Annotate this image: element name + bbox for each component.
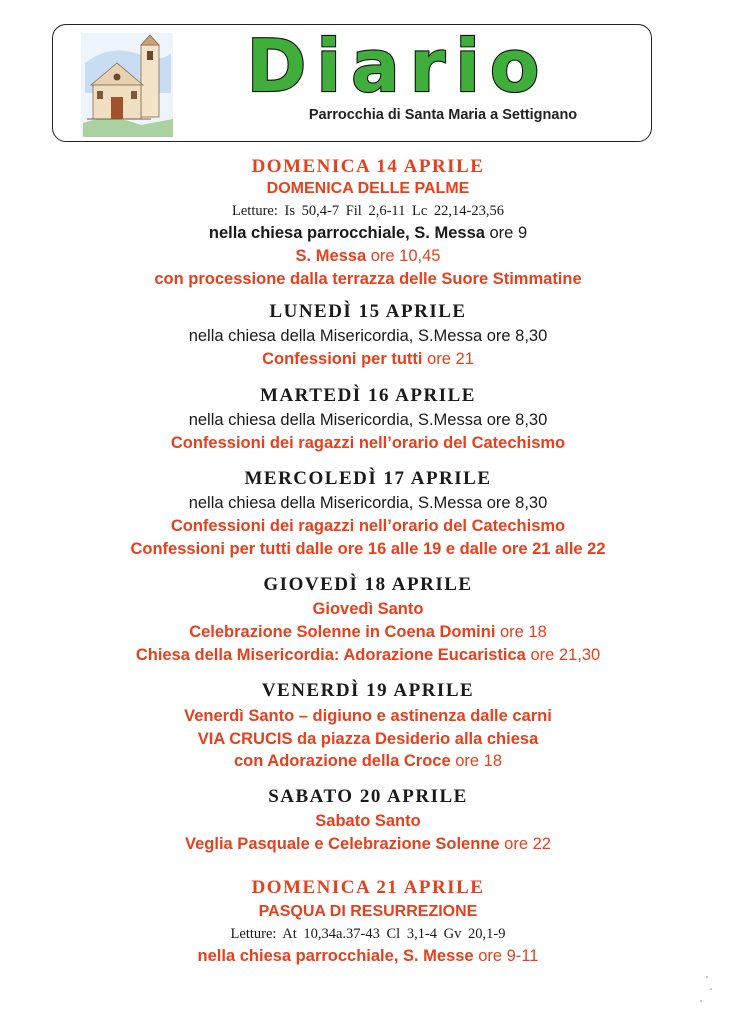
schedule-line: Chiesa della Misericordia: Adorazione Eucaristica ore 21,30 — [135, 646, 601, 664]
scan-speck — [706, 976, 708, 978]
day-heading: SABATO 20 APRILE — [268, 786, 468, 807]
schedule-line: nella chiesa parrocchiale, S. Messe ore 9-11 — [197, 947, 539, 965]
schedule-line: S. Messa ore 10,45 — [295, 247, 441, 265]
scan-speck — [710, 988, 712, 990]
scan-speck — [700, 1000, 702, 1002]
day-heading: LUNEDÌ 15 APRILE — [269, 301, 467, 322]
schedule-line: Confessioni dei ragazzi nell’orario del Catechismo — [170, 434, 566, 452]
day-heading: VENERDÌ 19 APRILE — [261, 680, 475, 701]
schedule-line: con processione dalla terrazza delle Suore Stimmatine — [154, 270, 582, 288]
schedule-line: nella chiesa della Misericordia, S.Messa ore 8,30 — [188, 494, 548, 512]
schedule-line: Sabato Santo — [315, 812, 421, 830]
schedule-line: nella chiesa parrocchiale, S. Messa ore 9 — [208, 224, 528, 242]
day-heading: MARTEDÌ 16 APRILE — [260, 385, 476, 406]
schedule-line: Venerdì Santo – digiuno e astinenza dalle carni — [184, 707, 552, 725]
schedule-line: Confessioni per tutti dalle ore 16 alle 19 e dalle ore 21 alle 22 — [130, 540, 606, 558]
schedule-line: Confessioni per tutti ore 21 — [262, 350, 474, 368]
readings: Letture: Is 50,4-7 Fil 2,6-11 Lc 22,14-23,56 — [232, 203, 504, 219]
day-heading: GIOVEDÌ 18 APRILE — [263, 574, 473, 595]
schedule-line: Celebrazione Solenne in Coena Domini ore 18 — [189, 623, 547, 641]
schedule-line: nella chiesa della Misericordia, S.Messa ore 8,30 — [188, 327, 548, 345]
schedule-line: Veglia Pasquale e Celebrazione Solenne ore 22 — [185, 835, 551, 853]
diario-title — [193, 27, 603, 109]
schedule-line: nella chiesa della Misericordia, S.Messa ore 8,30 — [188, 411, 548, 429]
day-heading: DOMENICA 14 APRILE — [251, 156, 485, 177]
schedule-line: Giovedì Santo — [312, 600, 424, 618]
header-box — [52, 24, 652, 142]
day-heading: DOMENICA 21 APRILE — [251, 877, 485, 898]
day-heading: MERCOLEDÌ 17 APRILE — [244, 468, 492, 489]
parish-name: Parrocchia di Santa Maria a Settignano — [308, 107, 578, 123]
day-subtitle: DOMENICA DELLE PALME — [266, 180, 470, 197]
schedule-line: con Adorazione della Croce ore 18 — [233, 752, 503, 770]
day-subtitle: PASQUA DI RESURREZIONE — [258, 903, 478, 920]
schedule-line: Confessioni dei ragazzi nell’orario del Catechismo — [170, 517, 566, 535]
schedule-line: VIA CRUCIS da piazza Desiderio alla chiesa — [197, 730, 539, 748]
diario-title-text: Diario — [246, 27, 550, 108]
readings: Letture: At 10,34a.37-43 Cl 3,1-4 Gv 20,1-9 — [230, 926, 506, 942]
church-illustration — [81, 33, 173, 137]
